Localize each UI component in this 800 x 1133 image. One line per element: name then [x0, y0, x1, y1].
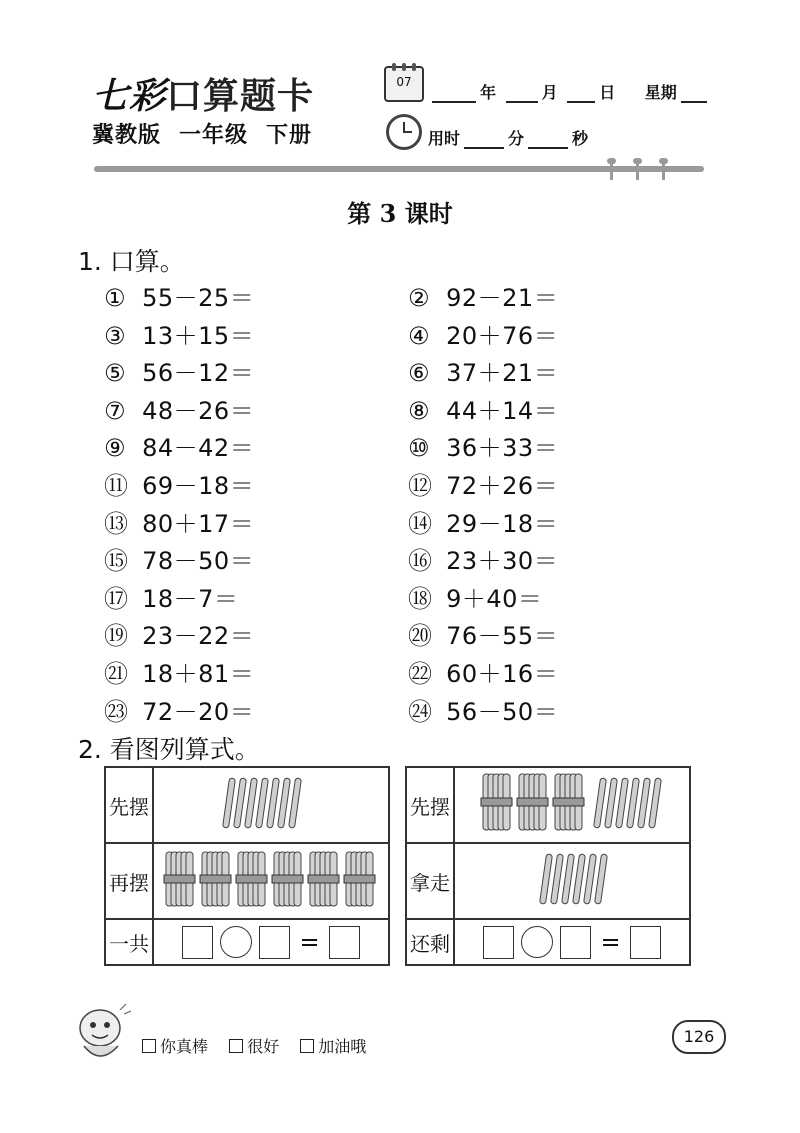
brand-part2: 口算题卡 — [166, 76, 315, 117]
calendar-icon — [384, 66, 424, 102]
binder-peg — [662, 158, 665, 180]
item-number: ⑳ — [408, 622, 433, 651]
stick — [540, 854, 553, 904]
item-number: ⑭ — [408, 509, 433, 538]
equals-sign: = — [299, 928, 320, 956]
item-expression: 76－55＝ — [438, 622, 559, 651]
item-expression: 60＋16＝ — [438, 660, 559, 688]
date-line — [428, 80, 711, 103]
stick-bundle — [200, 852, 231, 906]
section2-title: 2. 看图列算式。 — [78, 735, 260, 764]
row-label: 再摆 — [105, 843, 153, 919]
equation-item — [408, 353, 558, 388]
item-number: ① — [104, 284, 127, 312]
answer-box[interactable] — [560, 926, 591, 959]
item-expression: 72－20＝ — [134, 697, 255, 726]
item-number: ㉔ — [408, 697, 433, 726]
edition-grade: 一年级 — [179, 123, 249, 148]
equation-item — [104, 654, 254, 689]
stick — [605, 778, 618, 828]
mascot-illustration — [70, 1000, 134, 1070]
stick — [649, 778, 662, 828]
operator-circle[interactable] — [220, 926, 252, 958]
stick — [234, 778, 247, 828]
equation-item — [408, 579, 542, 614]
item-expression: 20＋76＝ — [438, 321, 559, 350]
stick-bundle — [272, 852, 303, 906]
equation-item — [408, 616, 558, 651]
stick-bundle — [481, 774, 512, 830]
bundles-cell — [153, 843, 389, 919]
item-expression: 44＋14＝ — [438, 396, 559, 425]
equation-item — [104, 692, 254, 727]
item-expression: 84－42＝ — [134, 434, 255, 463]
stick — [223, 778, 236, 828]
equation-item — [104, 316, 254, 351]
item-number: ⑱ — [408, 584, 433, 613]
brand-title — [92, 68, 314, 119]
answer-box[interactable] — [259, 926, 290, 959]
calendar-day: 07 — [396, 75, 412, 89]
year-label: 年 — [480, 83, 497, 102]
item-number: ③ — [104, 321, 127, 350]
equation-item — [104, 466, 254, 501]
answer-cell — [454, 919, 690, 965]
item-number: ㉓ — [104, 697, 129, 726]
operator-circle[interactable] — [521, 926, 553, 958]
item-expression: 13＋15＝ — [134, 321, 255, 350]
item-number: ② — [408, 284, 431, 312]
item-number: ⑬ — [104, 509, 129, 538]
time-line — [428, 126, 588, 149]
stick — [584, 854, 597, 904]
item-number: ⑨ — [104, 434, 127, 463]
equation-item — [408, 316, 558, 351]
item-expression: 69－18＝ — [134, 472, 255, 500]
day-blank[interactable] — [567, 85, 595, 103]
edition-publisher: 冀教版 — [92, 123, 162, 148]
day-label: 日 — [599, 83, 616, 102]
answer-box[interactable] — [182, 926, 213, 959]
loose-sticks-image — [455, 844, 689, 914]
item-number: ⑪ — [104, 472, 129, 500]
edition-line — [92, 118, 330, 149]
equation-item — [104, 278, 254, 313]
brand-part1: 七彩 — [92, 76, 167, 117]
item-expression: 72＋26＝ — [438, 472, 559, 500]
row-label: 一共 — [105, 919, 153, 965]
item-expression: 78－50＝ — [134, 547, 255, 576]
equation-item — [104, 579, 238, 614]
equation-item — [408, 692, 558, 727]
item-expression: 92－21＝ — [438, 284, 559, 312]
answer-box[interactable] — [329, 926, 360, 959]
stick — [289, 778, 302, 828]
mixed-cell — [454, 767, 690, 843]
row-label: 还剩 — [406, 919, 454, 965]
stick — [245, 778, 258, 828]
stick — [595, 854, 608, 904]
week-label: 星期 — [644, 83, 677, 102]
option-keep-going[interactable]: 加油哦 — [300, 1037, 366, 1056]
item-number: ⑮ — [104, 547, 129, 576]
checkbox[interactable] — [142, 1039, 156, 1053]
stick — [616, 778, 629, 828]
item-expression: 80＋17＝ — [134, 509, 255, 538]
binder-peg — [636, 158, 639, 180]
item-number: ⑯ — [408, 547, 433, 576]
item-expression: 56－50＝ — [438, 697, 559, 726]
row-label: 拿走 — [406, 843, 454, 919]
answer-cell — [153, 919, 389, 965]
month-label: 月 — [541, 83, 558, 102]
answer-box[interactable] — [483, 926, 514, 959]
equation-item — [408, 428, 558, 463]
lesson-title: 第 3 课时 — [347, 199, 453, 228]
answer-box[interactable] — [630, 926, 661, 959]
stick — [627, 778, 640, 828]
stick — [267, 778, 280, 828]
checkbox[interactable] — [229, 1039, 243, 1053]
item-expression: 36＋33＝ — [438, 434, 559, 463]
item-expression: 56－12＝ — [134, 359, 255, 388]
item-number: ⑤ — [104, 359, 127, 388]
stick — [278, 778, 291, 828]
year-blank[interactable] — [432, 85, 476, 103]
equation-item — [104, 541, 254, 576]
item-number: ⑫ — [408, 472, 433, 500]
item-expression: 37＋21＝ — [438, 359, 559, 388]
item-number: ⑦ — [104, 396, 127, 425]
stick — [562, 854, 575, 904]
picture-table-left — [104, 766, 390, 966]
stick — [256, 778, 269, 828]
binder-peg — [610, 158, 613, 180]
checkbox[interactable] — [300, 1039, 314, 1053]
stick-bundle — [236, 852, 267, 906]
bundles-and-sticks-image — [455, 768, 689, 838]
option-great[interactable]: 你真棒 — [142, 1037, 208, 1056]
stick — [551, 854, 564, 904]
item-expression: 48－26＝ — [134, 396, 255, 425]
feedback-options — [142, 1034, 366, 1057]
equation-item — [408, 278, 558, 313]
item-number: ㉑ — [104, 660, 129, 688]
option-good[interactable]: 很好 — [229, 1037, 279, 1056]
stick-bundles-image — [154, 844, 388, 914]
minute-blank[interactable] — [464, 131, 504, 149]
month-blank[interactable] — [506, 85, 538, 103]
equation-item — [408, 391, 558, 426]
stick — [573, 854, 586, 904]
item-number: ④ — [408, 321, 431, 350]
row-label: 先摆 — [105, 767, 153, 843]
item-number: ⑧ — [408, 396, 431, 425]
stick-bundle — [308, 852, 339, 906]
equation-item — [104, 616, 254, 651]
time-used-label: 用时 — [428, 129, 461, 148]
stick — [638, 778, 651, 828]
equation-item — [408, 466, 558, 501]
edition-volume: 下册 — [266, 123, 313, 148]
page-number: 126 — [672, 1020, 726, 1054]
item-number: ⑲ — [104, 622, 129, 651]
picture-table-right — [405, 766, 691, 966]
equation-item — [104, 504, 254, 539]
sticks-cell — [153, 767, 389, 843]
second-label: 秒 — [572, 129, 589, 148]
equation-item — [408, 654, 558, 689]
item-expression: 18＋81＝ — [134, 660, 255, 688]
stick-bundle — [164, 852, 195, 906]
equation-item — [408, 504, 558, 539]
item-number: ⑰ — [104, 584, 129, 613]
clock-icon — [386, 114, 422, 150]
item-number: ㉒ — [408, 660, 433, 688]
minute-label: 分 — [508, 129, 525, 148]
sticks-cell — [454, 843, 690, 919]
second-blank[interactable] — [528, 131, 568, 149]
equals-sign: = — [600, 928, 621, 956]
week-blank[interactable] — [681, 85, 707, 103]
loose-sticks-image — [154, 768, 388, 838]
equation-item — [104, 353, 254, 388]
stick-bundle — [344, 852, 375, 906]
item-expression: 23＋30＝ — [438, 547, 559, 576]
stick-bundle — [517, 774, 548, 830]
item-expression: 9＋40＝ — [438, 584, 543, 613]
stick-bundle — [553, 774, 584, 830]
equation-item — [408, 541, 558, 576]
item-expression: 18－7＝ — [134, 584, 239, 613]
item-expression: 55－25＝ — [134, 284, 255, 312]
row-label: 先摆 — [406, 767, 454, 843]
section1-title: 1. 口算。 — [78, 247, 185, 276]
item-expression: 29－18＝ — [438, 509, 559, 538]
equation-item — [104, 391, 254, 426]
item-number: ⑩ — [408, 434, 431, 463]
equation-item — [104, 428, 254, 463]
item-expression: 23－22＝ — [134, 622, 255, 651]
stick — [594, 778, 607, 828]
item-number: ⑥ — [408, 359, 431, 388]
